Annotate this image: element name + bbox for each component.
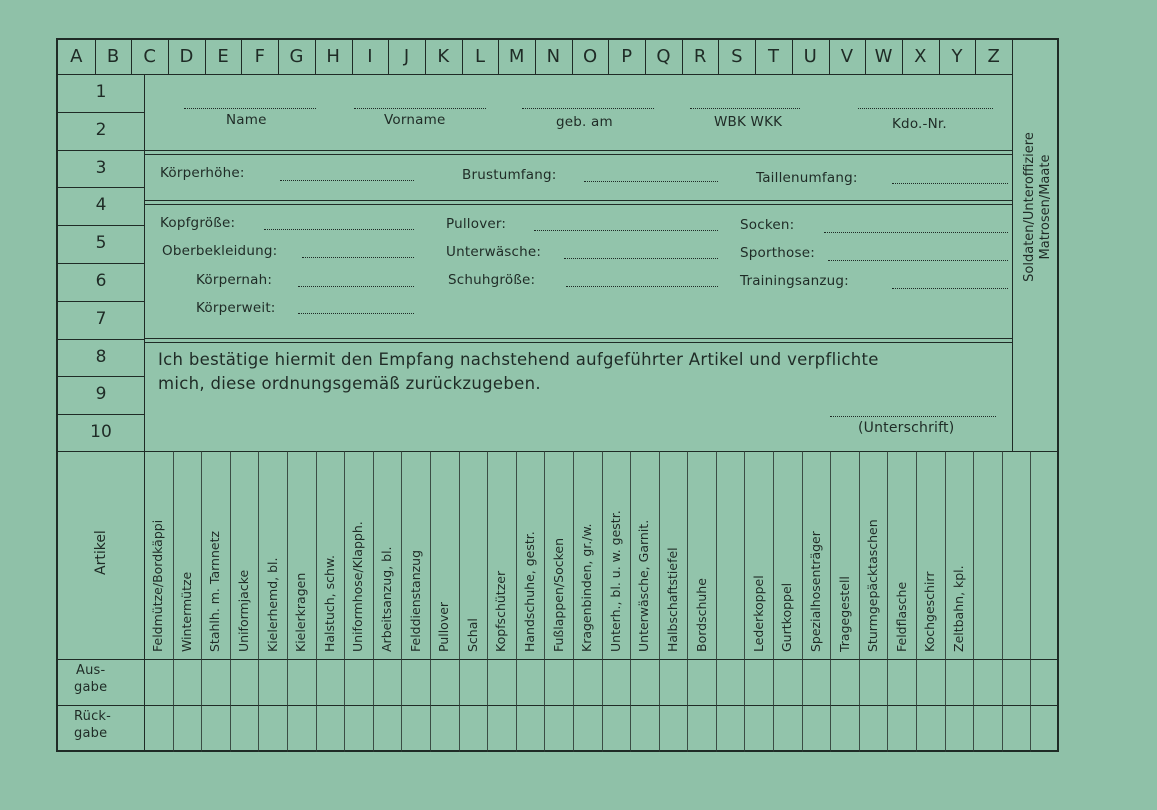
letter-i: I <box>367 46 373 67</box>
geb-am-label: geb. am <box>556 114 613 130</box>
letter-x: X <box>914 46 927 67</box>
letter-f: F <box>254 46 265 67</box>
row-number-1: 1 <box>95 82 107 102</box>
letter-g: G <box>289 46 304 67</box>
letter-t: T <box>767 46 779 67</box>
row-number-5: 5 <box>95 233 107 254</box>
divider <box>1012 40 1013 452</box>
sidebar-line-1: Soldaten/Unteroffiziere <box>1022 132 1037 282</box>
letter-r: R <box>693 46 707 67</box>
article-column-label: Halbschaftstiefel <box>664 547 680 652</box>
letter-o: O <box>582 46 598 67</box>
confirmation-line-2: mich, diese ordnungsgemäß zurückzugeben. <box>158 374 541 393</box>
oberbekleidung-label: Oberbekleidung: <box>162 243 278 259</box>
letter-a: A <box>70 46 83 67</box>
pullover-label: Pullover: <box>446 216 507 232</box>
article-column-label: Spezialhosenträger <box>807 531 823 652</box>
article-column-label: Zeltbahn, kpl. <box>950 565 966 652</box>
row-number-7: 7 <box>95 308 107 329</box>
brustumfang-label: Brustumfang: <box>462 167 557 183</box>
article-column-label: Lederkoppel <box>750 575 766 652</box>
vorname-label: Vorname <box>384 112 446 128</box>
article-column-label: Kragenbinden, gr./w. <box>579 523 595 652</box>
ausgabe-label-2: gabe <box>74 680 108 695</box>
letter-b: B <box>106 46 120 67</box>
divider <box>144 74 145 452</box>
letter-w: W <box>874 46 893 67</box>
name-label: Name <box>226 112 267 128</box>
socken-label: Socken: <box>740 217 795 233</box>
article-column-label: Gurtkoppel <box>779 582 795 652</box>
row-number-8: 8 <box>95 346 107 367</box>
taillenumfang-label: Taillenumfang: <box>756 170 858 186</box>
letter-y: Y <box>951 46 963 67</box>
sporthose-label: Sporthose: <box>740 245 815 261</box>
letter-e: E <box>217 46 229 67</box>
article-column-label: Uniformhose/Klapph. <box>350 521 366 652</box>
letter-z: Z <box>987 46 1000 67</box>
kdo-label: Kdo.-Nr. <box>892 116 947 132</box>
letter-q: Q <box>656 46 671 67</box>
trainingsanzug-label: Trainingsanzug: <box>740 273 849 289</box>
article-column-label: Uniformjacke <box>236 569 252 652</box>
article-column-label: Feldflasche <box>893 581 909 652</box>
article-column-label: Arbeitsanzug, bl. <box>379 546 395 652</box>
ausgabe-label-1: Aus- <box>76 663 106 678</box>
article-column-label: Handschuhe, gestr. <box>522 531 538 652</box>
letter-k: K <box>437 46 450 67</box>
article-column-label: Kielerkragen <box>293 572 309 652</box>
article-column-label: Felddienstanzug <box>407 549 423 652</box>
article-column-label: Tragegestell <box>836 576 852 652</box>
article-column-label: Kielerhemd, bl. <box>264 557 280 652</box>
koerpernah-label: Körpernah: <box>196 272 273 288</box>
article-column-label: Unterh., bl. u. w. gestr. <box>607 510 623 652</box>
article-column-label: Stahlh. m. Tarnnetz <box>207 530 223 652</box>
letter-c: C <box>143 46 156 67</box>
sidebar-line-2: Matrosen/Maate <box>1038 154 1053 260</box>
signature-label: (Unterschrift) <box>858 420 955 436</box>
koerperhoehe-label: Körperhöhe: <box>160 165 245 181</box>
article-column-label: Wintermütze <box>178 571 194 652</box>
letter-u: U <box>803 46 817 67</box>
kopfgroesse-label: Kopfgröße: <box>160 215 236 231</box>
letter-n: N <box>546 46 561 67</box>
letter-j: J <box>403 46 410 67</box>
clothing-record-card <box>56 38 1059 752</box>
row-number-10: 10 <box>90 422 112 443</box>
article-column-label: Kopfschützer <box>493 570 509 652</box>
confirmation-line-1: Ich bestätige hiermit den Empfang nachstehend aufgeführter Artikel und verpflichte <box>158 350 879 369</box>
koerperweit-label: Körperweit: <box>196 300 276 316</box>
article-column-label: Pullover <box>436 601 452 652</box>
row-number-3: 3 <box>95 157 107 178</box>
divider <box>58 74 1012 75</box>
row-number-6: 6 <box>95 271 107 291</box>
letter-p: P <box>621 46 633 67</box>
rueckgabe-label-1: Rück- <box>74 709 112 724</box>
article-column-label: Kochgeschirr <box>922 571 938 652</box>
letter-v: V <box>840 46 854 67</box>
article-column-label: Sturmgepäcktaschen <box>865 519 881 652</box>
letter-d: D <box>179 46 194 67</box>
letter-h: H <box>326 46 340 67</box>
article-column-label: Unterwäsche, Garnit. <box>636 519 652 652</box>
article-column-label: Bordschuhe <box>693 578 709 652</box>
row-number-9: 9 <box>95 384 107 405</box>
article-column-label: Feldmütze/Bordkäppi <box>150 519 166 652</box>
unterwaesche-label: Unterwäsche: <box>446 244 542 260</box>
wbk-label: WBK WKK <box>714 114 783 130</box>
article-column-label: Fußlappen/Socken <box>550 538 566 652</box>
article-column-label: Halstuch, schw. <box>321 555 337 652</box>
letter-s: S <box>731 46 743 67</box>
rueckgabe-label-2: gabe <box>74 726 108 741</box>
schuhgroesse-label: Schuhgröße: <box>448 272 536 288</box>
row-number-4: 4 <box>95 195 107 216</box>
letter-l: L <box>474 46 485 67</box>
artikel-label: Artikel <box>93 530 109 575</box>
sidebar-category-label <box>1022 62 1054 352</box>
row-number-2: 2 <box>95 119 107 140</box>
letter-m: M <box>508 46 525 67</box>
article-column-label: Schal <box>464 618 480 652</box>
